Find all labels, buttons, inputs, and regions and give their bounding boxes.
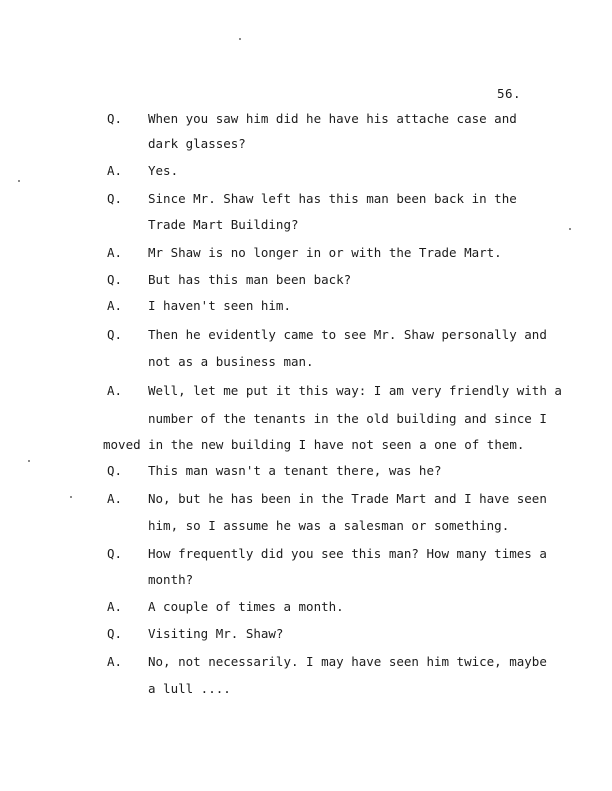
speaker-label: Q. bbox=[107, 111, 123, 126]
line-text: This man wasn't a tenant there, was he? bbox=[148, 463, 442, 478]
speaker-label: Q. bbox=[107, 463, 123, 478]
scan-speck bbox=[569, 228, 571, 230]
line-text: No, but he has been in the Trade Mart and I have seen bbox=[148, 491, 547, 506]
speaker-label: Q. bbox=[107, 191, 123, 206]
line-text: But has this man been back? bbox=[148, 272, 352, 287]
line-text: Then he evidently came to see Mr. Shaw personally and bbox=[148, 327, 547, 342]
speaker-label: A. bbox=[107, 245, 123, 260]
line-text: him, so I assume he was a salesman or something. bbox=[148, 518, 510, 533]
line-text: How frequently did you see this man? How many times a bbox=[148, 546, 547, 561]
speaker-label: Q. bbox=[107, 272, 123, 287]
speaker-label: A. bbox=[107, 654, 123, 669]
line-text: not as a business man. bbox=[148, 354, 314, 369]
line-text: a lull .... bbox=[148, 681, 231, 696]
line-text: Visiting Mr. Shaw? bbox=[148, 626, 284, 641]
line-text: dark glasses? bbox=[148, 136, 246, 151]
page-number: 56. bbox=[497, 86, 522, 101]
line-text: Yes. bbox=[148, 163, 179, 178]
line-text: I haven't seen him. bbox=[148, 298, 291, 313]
line-text: month? bbox=[148, 572, 194, 587]
speaker-label: Q. bbox=[107, 327, 123, 342]
line-text: moved in the new building I have not seen a one of them. bbox=[103, 437, 525, 452]
line-text: A couple of times a month. bbox=[148, 599, 344, 614]
speaker-label: A. bbox=[107, 491, 123, 506]
scan-speck bbox=[239, 38, 241, 40]
scan-speck bbox=[28, 460, 30, 462]
speaker-label: A. bbox=[107, 163, 123, 178]
speaker-label: Q. bbox=[107, 626, 123, 641]
line-text: No, not necessarily. I may have seen him twice, maybe bbox=[148, 654, 547, 669]
line-text: Mr Shaw is no longer in or with the Trade Mart. bbox=[148, 245, 502, 260]
scan-speck bbox=[18, 180, 20, 182]
speaker-label: A. bbox=[107, 383, 123, 398]
line-text: Since Mr. Shaw left has this man been back in the bbox=[148, 191, 517, 206]
line-text: When you saw him did he have his attache case and bbox=[148, 111, 517, 126]
speaker-label: Q. bbox=[107, 546, 123, 561]
line-text: Well, let me put it this way: I am very friendly with a bbox=[148, 383, 562, 398]
speaker-label: A. bbox=[107, 298, 123, 313]
line-text: number of the tenants in the old building and since I bbox=[148, 411, 547, 426]
line-text: Trade Mart Building? bbox=[148, 217, 299, 232]
scan-speck bbox=[70, 496, 72, 498]
speaker-label: A. bbox=[107, 599, 123, 614]
